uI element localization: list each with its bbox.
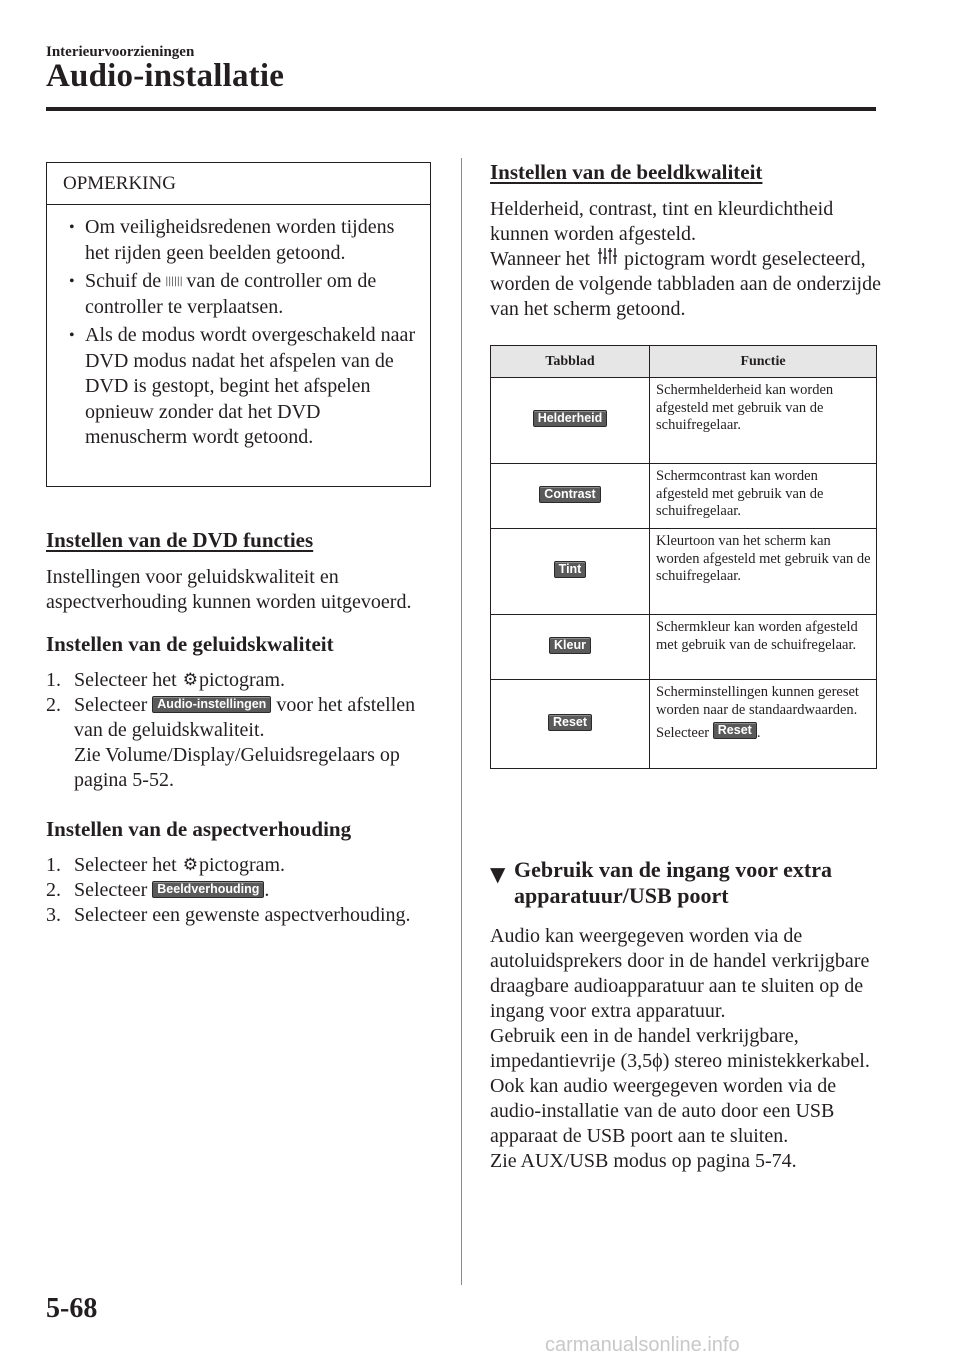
section-label: Interieurvoorzieningen bbox=[46, 44, 195, 60]
aux-section bbox=[490, 857, 882, 1174]
column-divider bbox=[461, 158, 462, 1285]
sound-reference: Zie Volume/Display/Geluidsregelaars op pagina 5-52. bbox=[74, 744, 400, 791]
note-heading: OPMERKING bbox=[63, 173, 176, 194]
aux-para-4: Zie AUX/USB modus op pagina 5-74. bbox=[490, 1150, 797, 1172]
page-number: 5-68 bbox=[46, 1293, 98, 1324]
table-row bbox=[491, 378, 877, 464]
note-item: • Om veiligheidsredenen worden tijdens het rijden geen beelden getoond. bbox=[69, 216, 395, 264]
contrast-tab-button: Contrast bbox=[539, 486, 600, 503]
equalizer-icon bbox=[597, 247, 617, 265]
table-row bbox=[491, 529, 877, 615]
note-list bbox=[47, 215, 430, 454]
triangle-down-icon: ▼ bbox=[490, 862, 506, 886]
aux-para-1: Audio kan weergegeven worden via de autoluidsprekers door in de handel verkrijgbare draagbare audioapparatuur aan te sluiten op de ingang voor extra apparatuur. bbox=[490, 925, 870, 1022]
sound-heading: Instellen van de geluidskwaliteit bbox=[46, 632, 334, 656]
table-cell-function: Kleurtoon van het scherm kan worden afgesteld met gebruik van de schuifregelaar. bbox=[650, 529, 877, 615]
image-heading: Instellen van de beeldkwaliteit bbox=[490, 160, 763, 184]
dvd-section bbox=[46, 528, 436, 928]
tab-table bbox=[490, 345, 877, 769]
aspect-heading: Instellen van de aspectverhouding bbox=[46, 817, 352, 841]
reset-button: Reset bbox=[713, 722, 757, 739]
beeldverhouding-button: Beeldverhouding bbox=[152, 881, 264, 898]
table-header-tabblad: Tabblad bbox=[491, 346, 650, 378]
gear-icon: ⚙ bbox=[182, 670, 198, 690]
note-heading-bar bbox=[47, 163, 430, 205]
title-rule bbox=[46, 107, 876, 111]
dvd-heading: Instellen van de DVD functies bbox=[46, 528, 314, 552]
aux-para-2: Gebruik een in de handel verkrijgbare, impedantievrije (3,5ϕ) stereo ministekkerkabel. bbox=[490, 1025, 870, 1072]
aux-heading: ▼ Gebruik van de ingang voor extra apparatuur/USB poort bbox=[490, 857, 833, 908]
table-cell-function: Schermcontrast kan worden afgesteld met gebruik van de schuifregelaar. bbox=[650, 464, 877, 529]
audio-instellingen-button: Audio-instellingen bbox=[152, 696, 271, 713]
tint-tab-button: Tint bbox=[554, 561, 587, 578]
helderheid-tab-button: Helderheid bbox=[533, 410, 608, 427]
aspect-step-2: 2. Selecteer Beeldverhouding . bbox=[46, 879, 270, 901]
note-item: • Schuif de |||||| van de controller om de controller te verplaatsen. bbox=[69, 270, 377, 318]
gear-icon: ⚙ bbox=[182, 855, 198, 875]
watermark: carmanualsonline.info bbox=[545, 1334, 740, 1356]
reset-tab-button: Reset bbox=[548, 714, 592, 731]
sound-step-1: 1. Selecteer het ⚙pictogram. bbox=[46, 669, 286, 691]
bullet-icon: • bbox=[69, 327, 75, 344]
table-cell-function: Scherminstellingen kunnen gereset worden naar de standaardwaarden. Selecteer Reset . bbox=[650, 680, 877, 769]
image-para-2: Wanneer het pictogram wordt geselecteerd, worden de volgende tabbladen aan de onderzijde van het scherm getoond. bbox=[490, 248, 881, 320]
aspect-step-1: 1. Selecteer het ⚙pictogram. bbox=[46, 854, 286, 876]
table-row bbox=[491, 615, 877, 680]
table-row bbox=[491, 680, 877, 769]
page-title: Audio-installatie bbox=[46, 58, 285, 94]
note-item: • Als de modus wordt overgeschakeld naar DVD modus nadat het afspelen van de DVD is gestopt, begint het afspelen opnieuw zonder dat het DVD menuscherm wordt getoond. bbox=[69, 324, 416, 448]
image-section bbox=[490, 160, 882, 769]
table-cell-function: Schermkleur kan worden afgesteld met gebruik van de schuifregelaar. bbox=[650, 615, 877, 680]
table-cell-function: Schermhelderheid kan worden afgesteld met gebruik van de schuifregelaar. bbox=[650, 378, 877, 464]
aspect-step-3: 3. Selecteer een gewenste aspectverhouding. bbox=[46, 904, 411, 926]
slider-bars-icon: |||||| bbox=[165, 276, 183, 287]
table-row bbox=[491, 464, 877, 529]
table-header-functie: Functie bbox=[650, 346, 877, 378]
sound-step-2: 2. Selecteer Audio-instellingen voor het afstellen van de geluidskwaliteit. Zie Volume/Display/Geluidsregelaars op pagina 5-52. bbox=[46, 693, 436, 793]
bullet-icon: • bbox=[69, 273, 75, 290]
dvd-intro: Instellingen voor geluidskwaliteit en aspectverhouding kunnen worden uitgevoerd. bbox=[46, 566, 412, 613]
table-header-row bbox=[491, 346, 877, 378]
note-box bbox=[46, 162, 431, 487]
kleur-tab-button: Kleur bbox=[549, 637, 591, 654]
aux-para-3: Ook kan audio weergegeven worden via de audio-installatie van de auto door een USB apparaat de USB poort aan te sluiten. bbox=[490, 1075, 837, 1147]
image-para-1: Helderheid, contrast, tint en kleurdichtheid kunnen worden afgesteld. bbox=[490, 198, 834, 245]
bullet-icon: • bbox=[69, 219, 75, 236]
